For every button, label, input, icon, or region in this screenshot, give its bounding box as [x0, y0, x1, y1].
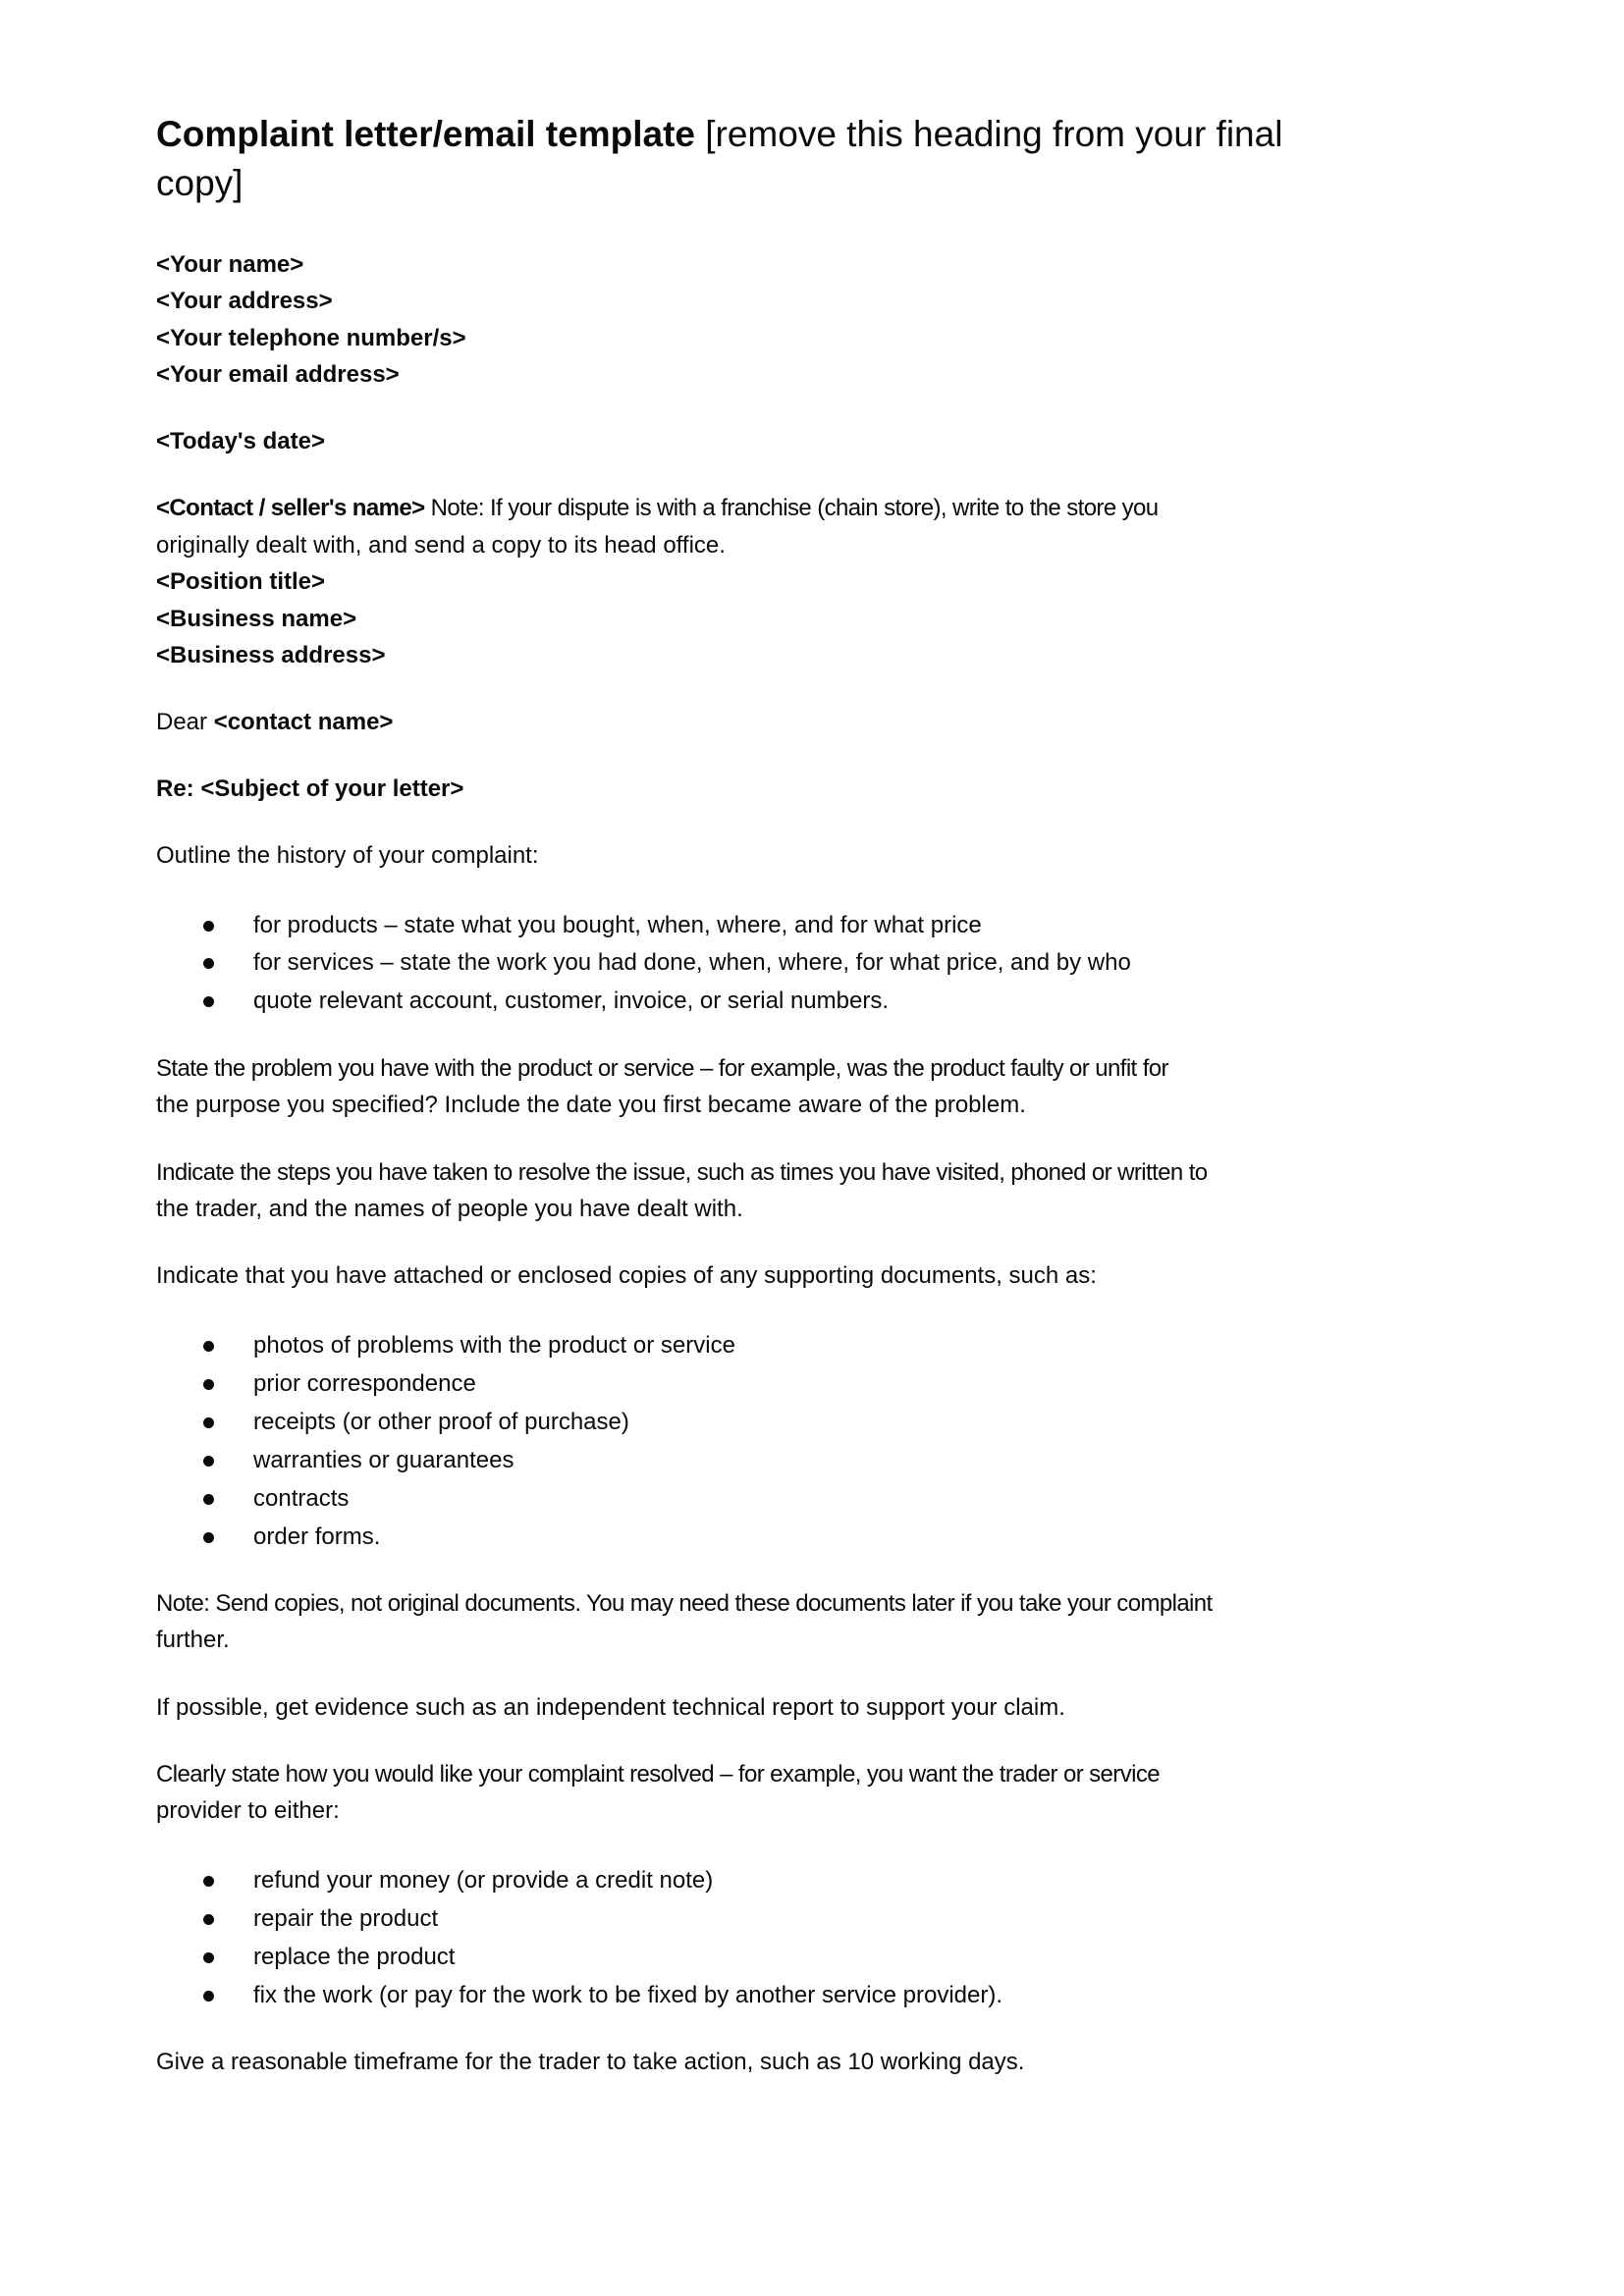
- steps-paragraph-line-1: Indicate the steps you have taken to resolve the issue, such as times you have visited, phoned or written to: [156, 1159, 1208, 1186]
- bullet-icon: [203, 1952, 214, 1963]
- copies-note-line-2: further.: [156, 1627, 230, 1653]
- copies-note-line-1: Note: Send copies, not original documents. You may need these documents later if you take your complaint: [156, 1590, 1213, 1617]
- list-item: [0, 911, 1624, 940]
- list-item-text: contracts: [253, 1485, 350, 1512]
- list-item: [0, 1369, 1624, 1399]
- list-item: [0, 987, 1624, 1016]
- bullet-icon: [203, 1876, 214, 1887]
- evidence-paragraph: If possible, get evidence such as an independent technical report to support your claim.: [156, 1694, 1065, 1721]
- sender-telephone-placeholder: <Your telephone number/s>: [156, 325, 466, 351]
- business-address-placeholder: <Business address>: [156, 642, 386, 668]
- list-item: [0, 948, 1624, 978]
- salutation-dear: Dear: [156, 709, 214, 735]
- document-heading: [156, 112, 1282, 157]
- recipient-contact-placeholder: <Contact / seller's name>: [156, 495, 425, 521]
- sender-address-placeholder: <Your address>: [156, 288, 333, 314]
- bullet-icon: [203, 921, 214, 932]
- list-item-text: prior correspondence: [253, 1370, 476, 1397]
- bullet-icon: [203, 996, 214, 1007]
- heading-note-continued: copy]: [156, 163, 244, 203]
- steps-paragraph-line-2: the trader, and the names of people you have dealt with.: [156, 1196, 743, 1222]
- recipient-franchise-note: Note: If your dispute is with a franchise (chain store), write to the store you: [424, 495, 1159, 521]
- position-title-placeholder: <Position title>: [156, 568, 326, 595]
- list-item: [0, 1866, 1624, 1896]
- business-name-placeholder: <Business name>: [156, 606, 357, 632]
- list-item: [0, 1331, 1624, 1361]
- list-item-text: replace the product: [253, 1944, 456, 1970]
- list-item: [0, 1522, 1624, 1552]
- salutation: [156, 708, 393, 737]
- bullet-icon: [203, 1494, 214, 1505]
- list-item: [0, 1446, 1624, 1475]
- list-item-text: quote relevant account, customer, invoice, or serial numbers.: [253, 988, 889, 1014]
- list-item-text: repair the product: [253, 1905, 439, 1932]
- date-placeholder: <Today's date>: [156, 428, 325, 454]
- history-intro: Outline the history of your complaint:: [156, 842, 539, 869]
- list-item: [0, 1943, 1624, 1972]
- problem-paragraph-line-2: the purpose you specified? Include the date you first became aware of the problem.: [156, 1092, 1026, 1118]
- problem-paragraph-line-1: State the problem you have with the product or service – for example, was the product faulty or unfit for: [156, 1055, 1168, 1082]
- list-item-text: refund your money (or provide a credit note): [253, 1867, 714, 1894]
- recipient-franchise-note-continued: originally dealt with, and send a copy to its head office.: [156, 532, 726, 559]
- recipient-contact-line: [156, 494, 1159, 523]
- list-item-text: order forms.: [253, 1523, 381, 1550]
- salutation-contact-placeholder: <contact name>: [213, 709, 394, 735]
- timeframe-paragraph: Give a reasonable timeframe for the trader to take action, such as 10 working days.: [156, 2049, 1025, 2075]
- list-item-text: receipts (or other proof of purchase): [253, 1409, 629, 1435]
- heading-note: [remove this heading from your final: [694, 114, 1283, 154]
- list-item: [0, 1904, 1624, 1934]
- list-item-text: fix the work (or pay for the work to be fixed by another service provider).: [253, 1982, 1002, 2008]
- bullet-icon: [203, 1417, 214, 1428]
- list-item-text: warranties or guarantees: [253, 1447, 514, 1473]
- resolution-intro-line-2: provider to either:: [156, 1797, 340, 1824]
- heading-title: Complaint letter/email template: [156, 114, 695, 154]
- bullet-icon: [203, 1379, 214, 1390]
- documents-intro: Indicate that you have attached or enclosed copies of any supporting documents, such as:: [156, 1262, 1097, 1289]
- bullet-icon: [203, 1456, 214, 1467]
- bullet-icon: [203, 1991, 214, 2002]
- list-item-text: photos of problems with the product or service: [253, 1332, 735, 1359]
- bullet-icon: [203, 958, 214, 969]
- bullet-icon: [203, 1341, 214, 1352]
- bullet-icon: [203, 1914, 214, 1925]
- sender-name-placeholder: <Your name>: [156, 251, 304, 278]
- resolution-intro-line-1: Clearly state how you would like your complaint resolved – for example, you want the trader or service: [156, 1761, 1160, 1788]
- sender-email-placeholder: <Your email address>: [156, 361, 400, 388]
- list-item: [0, 1408, 1624, 1437]
- list-item-text: for services – state the work you had done, when, where, for what price, and by who: [253, 949, 1131, 976]
- list-item-text: for products – state what you bought, when, where, and for what price: [253, 912, 982, 938]
- list-item: [0, 1981, 1624, 2010]
- bullet-icon: [203, 1532, 214, 1543]
- list-item: [0, 1484, 1624, 1514]
- subject-line: Re: <Subject of your letter>: [156, 775, 464, 802]
- document-heading-continued: [156, 161, 243, 206]
